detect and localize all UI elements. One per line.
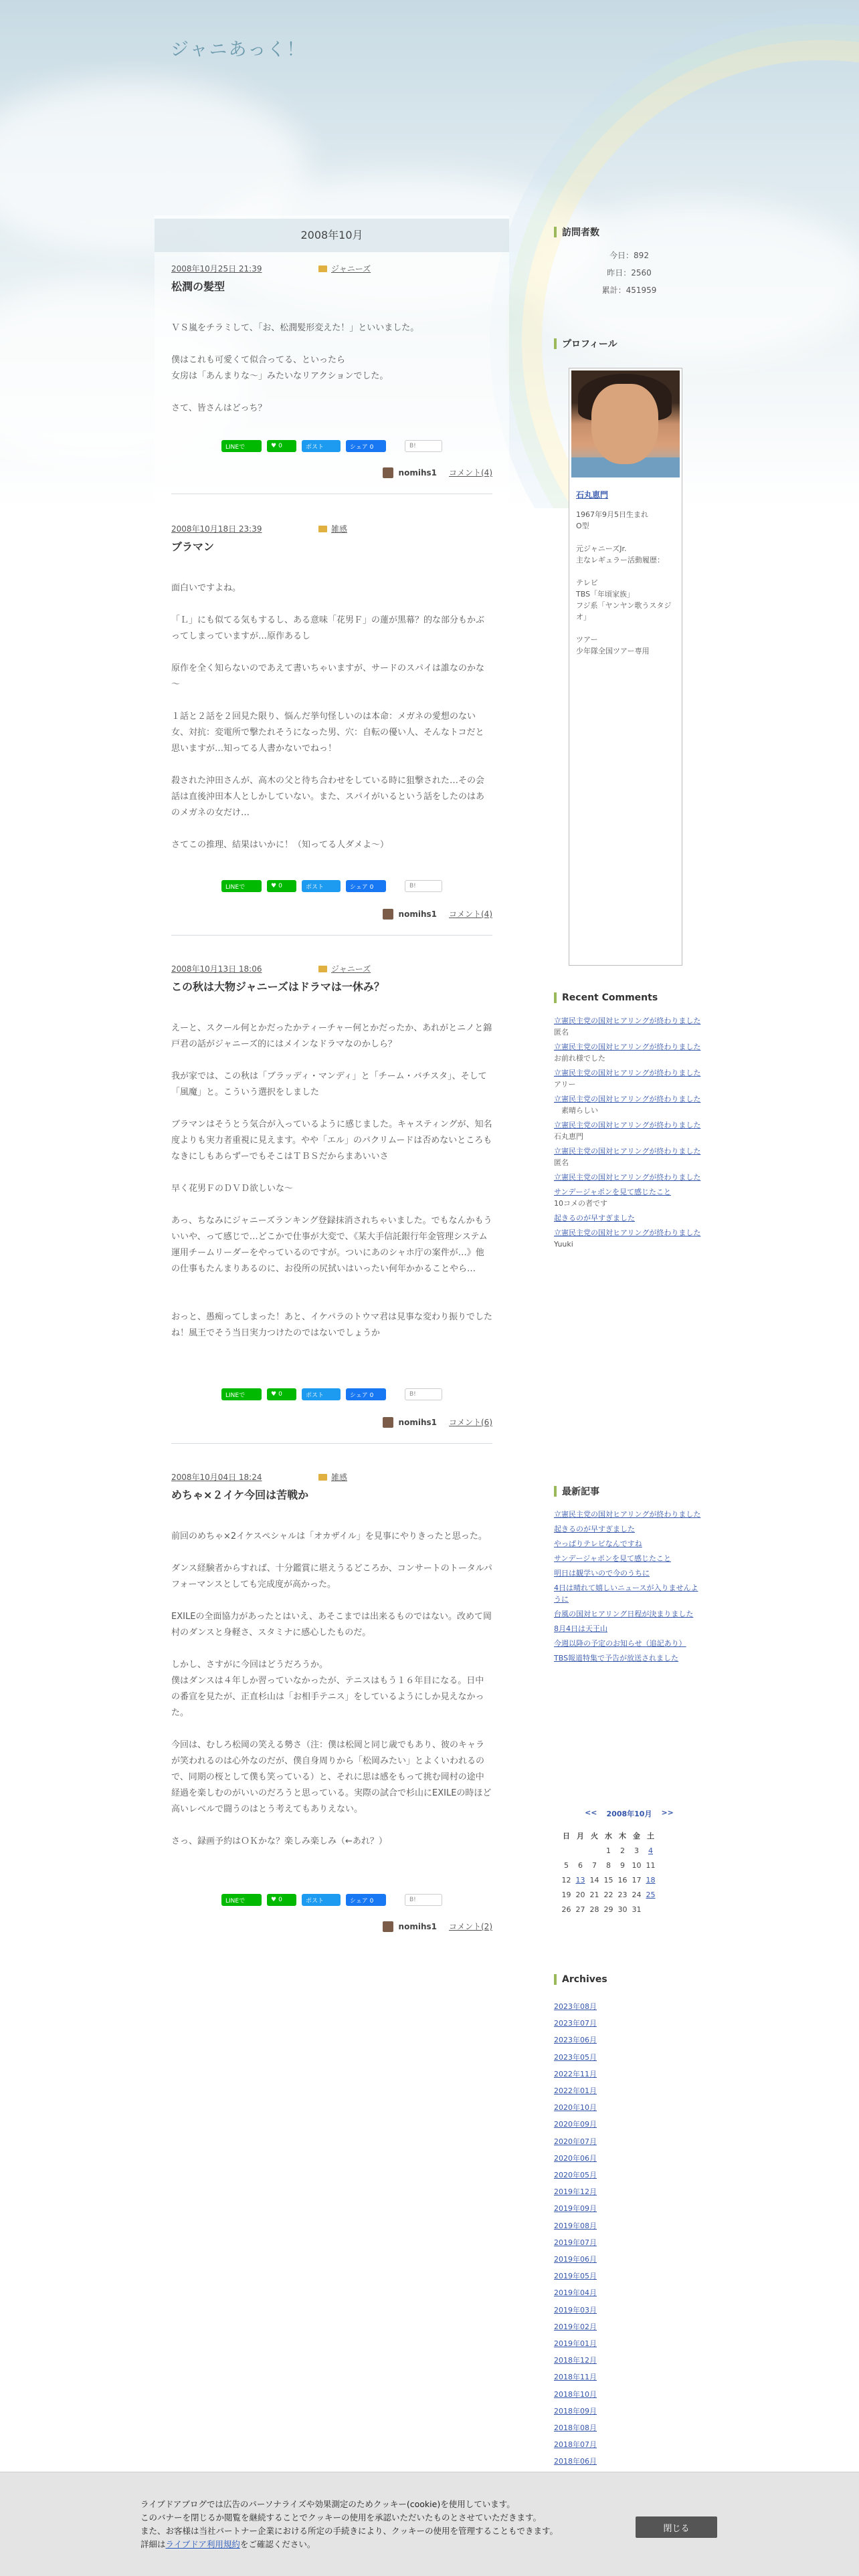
calendar-day: 7 bbox=[592, 1860, 597, 1870]
post-date[interactable]: 2008年10月18日 23:39 bbox=[171, 524, 262, 534]
recent-comment-link[interactable]: 立憲民主党の国対ヒアリングが終わりました bbox=[554, 1228, 701, 1237]
post-category[interactable]: 雑感 bbox=[331, 1473, 348, 1482]
recent-comment-link[interactable]: 立憲民主党の国対ヒアリングが終わりました bbox=[554, 1173, 701, 1182]
box-title: 最新記事 bbox=[554, 1485, 704, 1498]
share-buttons bbox=[221, 1388, 442, 1400]
tweet-button[interactable]: ポスト bbox=[302, 1388, 341, 1400]
post-date[interactable]: 2008年10月13日 18:06 bbox=[171, 964, 262, 974]
visitor-counter bbox=[554, 225, 704, 299]
latest-article-link[interactable]: TBS報道特集で予告が放送されました bbox=[554, 1654, 679, 1662]
total-count: 累計：451959 bbox=[601, 286, 657, 295]
facebook-share-button[interactable]: シェア 0 bbox=[346, 1894, 386, 1906]
archive-link[interactable]: 2018年09月 bbox=[554, 2406, 597, 2416]
folder-icon bbox=[318, 265, 327, 272]
post-title[interactable]: 松潤の髪型 bbox=[171, 280, 225, 293]
weekday-header: 火 bbox=[591, 1832, 598, 1840]
recent-comment bbox=[554, 1015, 704, 1038]
line-share-button[interactable]: LINEで bbox=[221, 880, 262, 892]
recent-comment-link[interactable]: 起きるのが早すぎました bbox=[554, 1214, 635, 1222]
blog-post bbox=[171, 1471, 492, 1850]
comments-link[interactable]: コメント(2) bbox=[449, 1922, 492, 1931]
archive-link[interactable]: 2018年06月 bbox=[554, 2457, 597, 2466]
calendar-day[interactable]: 4 bbox=[648, 1846, 653, 1855]
line-share-button[interactable]: LINEで bbox=[221, 1894, 262, 1906]
line-share-button[interactable]: LINEで bbox=[221, 440, 262, 452]
folder-icon bbox=[318, 966, 327, 972]
archive-link[interactable]: 2020年09月 bbox=[554, 2120, 597, 2129]
archive-link[interactable]: 2023年06月 bbox=[554, 2036, 597, 2045]
share-buttons bbox=[221, 440, 442, 452]
post-divider bbox=[171, 935, 492, 936]
box-title: Archives bbox=[554, 1973, 704, 1986]
today-count: 今日：892 bbox=[609, 251, 649, 260]
hatena-bookmark-button[interactable]: B! bbox=[405, 880, 442, 892]
cookie-close-button[interactable]: 閉じる bbox=[636, 2516, 717, 2538]
calendar-day bbox=[559, 1843, 573, 1858]
recent-comment-author: 匿名 bbox=[554, 1028, 569, 1037]
author-avatar bbox=[383, 1417, 393, 1428]
facebook-share-button[interactable]: シェア 0 bbox=[346, 880, 386, 892]
post-category[interactable]: 雑感 bbox=[331, 524, 348, 534]
post-title[interactable]: この秋は大物ジャニーズはドラマは一休み？ bbox=[171, 980, 385, 993]
post-category[interactable]: ジャニーズ bbox=[331, 264, 371, 274]
archive-link[interactable]: 2018年10月 bbox=[554, 2389, 597, 2399]
tweet-button[interactable]: ポスト bbox=[302, 880, 341, 892]
calendar-day: 16 bbox=[617, 1875, 628, 1885]
archive-link[interactable]: 2022年01月 bbox=[554, 2086, 597, 2096]
post-date[interactable]: 2008年10月25日 21:39 bbox=[171, 264, 262, 274]
archive-link[interactable]: 2019年04月 bbox=[554, 2288, 597, 2298]
latest-articles-box bbox=[554, 1485, 704, 1667]
author-avatar bbox=[383, 909, 393, 920]
month-header: 2008年10月 bbox=[155, 219, 509, 252]
recent-comment-link[interactable]: 立憲民主党の国対ヒアリングが終わりました bbox=[554, 1121, 701, 1130]
post-title[interactable]: めちゃ×２イケ今回は苦戦か bbox=[171, 1489, 309, 1501]
archive-link[interactable]: 2020年06月 bbox=[554, 2153, 597, 2163]
latest-article-link[interactable]: 4日は晴れて嬉しいニュースが入りませんように bbox=[554, 1584, 698, 1604]
calendar-day bbox=[573, 1843, 587, 1858]
profile-photo[interactable] bbox=[571, 370, 680, 477]
archive-link[interactable]: 2018年11月 bbox=[554, 2373, 597, 2382]
recent-comment-link[interactable]: 立憲民主党の国対ヒアリングが終わりました bbox=[554, 1095, 701, 1103]
weekday-header: 木 bbox=[619, 1832, 626, 1840]
calendar-day: 10 bbox=[632, 1860, 642, 1870]
cookie-banner bbox=[0, 2472, 859, 2576]
blog-post bbox=[171, 963, 492, 1341]
latest-article-link[interactable]: 台風の国対ヒアリング日程が決まりました bbox=[554, 1610, 694, 1618]
weekday-header: 金 bbox=[633, 1832, 640, 1840]
calendar-day: 15 bbox=[603, 1875, 613, 1885]
calendar-day: 9 bbox=[620, 1860, 625, 1870]
recent-comment bbox=[554, 1186, 704, 1209]
archive-link[interactable]: 2019年06月 bbox=[554, 2255, 597, 2264]
recent-comment-link[interactable]: 立憲民主党の国対ヒアリングが終わりました bbox=[554, 1069, 701, 1077]
recent-comments-box bbox=[554, 991, 704, 1253]
post-author bbox=[383, 908, 492, 920]
facebook-share-button[interactable]: シェア 0 bbox=[346, 1388, 386, 1400]
calendar-day: 19 bbox=[561, 1890, 571, 1899]
recent-comment bbox=[554, 1093, 704, 1116]
hatena-bookmark-button[interactable]: B! bbox=[405, 440, 442, 452]
box-title: 訪問者数 bbox=[554, 225, 704, 239]
weekday-header: 水 bbox=[605, 1832, 612, 1840]
archive-link[interactable]: 2019年12月 bbox=[554, 2187, 597, 2197]
weekday-header: 土 bbox=[647, 1832, 654, 1840]
recent-comment bbox=[554, 1212, 704, 1224]
archive-link[interactable]: 2023年08月 bbox=[554, 2002, 597, 2011]
calendar-day: 1 bbox=[606, 1846, 611, 1855]
calendar-day: 26 bbox=[561, 1905, 571, 1914]
recent-comment-link[interactable]: サンデージャポンを見て感じたこと bbox=[554, 1188, 672, 1196]
calendar-day[interactable]: 13 bbox=[575, 1875, 585, 1885]
latest-article-link[interactable]: 今週以降の予定のお知らせ（追記あり） bbox=[554, 1639, 686, 1648]
line-share-button[interactable]: LINEで bbox=[221, 1388, 262, 1400]
author-name[interactable]: nomihs1 bbox=[398, 1417, 437, 1427]
comments-link[interactable]: コメント(6) bbox=[449, 1418, 492, 1427]
author-avatar bbox=[383, 1921, 393, 1932]
recent-comment-link[interactable]: 立憲民主党の国対ヒアリングが終わりました bbox=[554, 1043, 701, 1051]
calendar-day[interactable]: 25 bbox=[646, 1890, 656, 1899]
post-author bbox=[383, 1416, 492, 1428]
recent-comment-author: お前れ様でした bbox=[554, 1054, 605, 1063]
archive-link[interactable]: 2020年05月 bbox=[554, 2171, 597, 2180]
yesterday-count: 昨日：2560 bbox=[607, 268, 652, 278]
calendar-day: 22 bbox=[603, 1890, 613, 1899]
recent-comment bbox=[554, 1227, 704, 1250]
share-buttons bbox=[221, 1894, 442, 1906]
archive-link[interactable]: 2023年07月 bbox=[554, 2019, 597, 2028]
calendar-day: 5 bbox=[564, 1860, 569, 1870]
recent-comment bbox=[554, 1146, 704, 1168]
blog-post bbox=[171, 263, 492, 417]
calendar-day: 29 bbox=[603, 1905, 613, 1914]
latest-article-link[interactable]: 起きるのが早すぎました bbox=[554, 1525, 635, 1533]
latest-article-link[interactable]: 明日は観学いので今のうちに bbox=[554, 1569, 650, 1578]
archive-link[interactable]: 2019年03月 bbox=[554, 2305, 597, 2315]
hatena-bookmark-button[interactable]: B! bbox=[405, 1894, 442, 1906]
post-divider bbox=[171, 1443, 492, 1444]
folder-icon bbox=[318, 526, 327, 532]
archives-box bbox=[554, 1973, 704, 2487]
profile-name[interactable]: 石丸恵門 bbox=[576, 490, 609, 500]
post-body: ＶＳ嵐をチラミして、「お、松潤髪形変えた！」といいました。 僕はこれも可愛くて似合ってる、といったら 女房は「あんまりな～」みたいなリアクションでした。 さて、皆さんはどっち？ bbox=[171, 323, 419, 413]
calendar-day: 30 bbox=[617, 1905, 628, 1914]
comments-link[interactable]: コメント(4) bbox=[449, 909, 492, 919]
blog-post bbox=[171, 523, 492, 853]
archive-link[interactable]: 2019年09月 bbox=[554, 2204, 597, 2214]
recent-comment bbox=[554, 1119, 704, 1142]
box-title: プロフィール bbox=[554, 337, 704, 350]
archive-link[interactable]: 2020年07月 bbox=[554, 2137, 597, 2146]
recent-comment-author: 石丸恵門 bbox=[554, 1132, 583, 1141]
archive-link[interactable]: 2019年01月 bbox=[554, 2339, 597, 2349]
folder-icon bbox=[318, 1474, 327, 1481]
calendar-day[interactable]: 18 bbox=[646, 1875, 656, 1885]
calendar-day bbox=[644, 1902, 658, 1917]
recent-comment bbox=[554, 1172, 704, 1183]
share-buttons bbox=[221, 880, 442, 892]
post-author bbox=[383, 1921, 492, 1932]
post-category[interactable]: ジャニーズ bbox=[331, 964, 371, 974]
recent-comment bbox=[554, 1067, 704, 1090]
recent-comment-author: 10コメの者です bbox=[554, 1199, 607, 1208]
recent-comment-author: Yuuki bbox=[554, 1240, 573, 1249]
calendar-table bbox=[559, 1828, 658, 1917]
calendar-day: 14 bbox=[589, 1875, 599, 1885]
recent-comment-author: 匿名 bbox=[554, 1158, 569, 1167]
archive-link[interactable]: 2018年08月 bbox=[554, 2424, 597, 2433]
calendar-next[interactable]: >> bbox=[661, 1808, 674, 1817]
tweet-button[interactable]: ポスト bbox=[302, 1894, 341, 1906]
archive-link[interactable]: 2019年05月 bbox=[554, 2272, 597, 2281]
calendar-day: 23 bbox=[617, 1890, 628, 1899]
recent-comment-author: アリー bbox=[554, 1080, 576, 1089]
recent-comment-link[interactable]: 立憲民主党の国対ヒアリングが終わりました bbox=[554, 1016, 701, 1025]
latest-article-link[interactable]: やっぱりテレビなんですね bbox=[554, 1539, 642, 1548]
author-name[interactable]: nomihs1 bbox=[398, 467, 437, 477]
post-title[interactable]: ブラマン bbox=[171, 540, 215, 553]
box-title: Recent Comments bbox=[554, 991, 704, 1004]
archive-link[interactable]: 2022年11月 bbox=[554, 2069, 597, 2078]
facebook-share-button[interactable]: シェア 0 bbox=[346, 440, 386, 452]
calendar-day: 20 bbox=[575, 1890, 585, 1899]
post-body: 面白いですよね。 「Ｌ」にも似てる気もするし、ある意味「花男Ｆ」の蓮が黒幕？的な部分もかぶってしまっていますが…原作あるし 原作を全く知らないのであえて書いちゃいますが、サードのスパイは誰なのかな～ １話と２話を２回見た限り、悩んだ挙句怪しいのは本命：メガネの愛想のない女、対抗：変電所で撃たれそうになった男、穴：自転の優い人、そんなトコだと思いますが…知ってる人書かないでねっ！ 殺された沖田さんが、高木の父と待ち合わせをしている時に狙撃された…その会話は直後沖田本人としかしていない。また、スパイがいるという話をしたのはあのメガネの女だけ… さてこの推理、結果はいかに！（知ってる人ダメよ～） bbox=[171, 583, 485, 850]
calendar-day: 24 bbox=[632, 1890, 642, 1899]
latest-article-link[interactable]: 立憲民主党の国対ヒアリングが終わりました bbox=[554, 1510, 701, 1519]
calendar-day: 21 bbox=[589, 1890, 599, 1899]
profile-box bbox=[554, 337, 704, 655]
archive-link[interactable]: 2019年08月 bbox=[554, 2221, 597, 2230]
post-body: えーと、スクール何とかだったかティーチャー何とかだったか、あれがとニノと錦戸君の話がジャニーズ的にはメインなドラマなのかしら？ 我が家では、この秋は「ブラッディ・マンディ」と「チーム・バチスタ」、そして「風魔」と。こういう選択をしました ブラマンはそうとう気合が入っているように感じました。キャスティングが、知名度よりも実力者重視に見えます。やや「エル」のパクリムードは否めないところもなきにしもあらずーでもそこはＴＢＳだからまあいいさ 早く花男ＦのＤＶＤ欲しいな～ あっ、ちなみにジャニーズランキング登録抹消されちゃいました。でもなんかもういいや、って感じで…どこかで仕事が大変で、《某大手信託銀行年金管理システム運用チームリーダーをやっているのですが。ついにあのシャホ庁の案件が…》他の仕事もたんまりあるのに、お役所の尻拭いはいったい何年かかることやら… おっと、愚痴ってしまった！あと、イケパラのトウマ君は見事な変わり振りでしたね！風王でそう当日実力つけたのではないでしょうか bbox=[171, 1023, 492, 1338]
line-like-button[interactable]: ♥ 0 bbox=[267, 1388, 296, 1400]
latest-article-link[interactable]: 8月4日は天王山 bbox=[554, 1624, 607, 1633]
calendar-day: 27 bbox=[575, 1905, 585, 1914]
calendar-day: 2 bbox=[620, 1846, 625, 1855]
terms-link[interactable]: ライブドア利用規約 bbox=[165, 2539, 240, 2549]
archive-link[interactable]: 2020年10月 bbox=[554, 2103, 597, 2113]
calendar-day: 17 bbox=[632, 1875, 642, 1885]
latest-article-link[interactable]: サンデージャポンを見て感じたこと bbox=[554, 1554, 672, 1563]
hatena-bookmark-button[interactable]: B! bbox=[405, 1388, 442, 1400]
post-body: 前回のめちゃ×2イケスペシャルは「オカザイル」を見事にやりきったと思った。 ダンス経験者からすれば、十分鑑賞に堪えうるどころか、コンサートのトータルパフォーマンスとしても完成度が高かった。 EXILEの全面協力があったとはいえ、あそこまでは出来るものではない。改めて岡村のダンスと身軽さ、スタミナに感心したものだ。 しかし、さすがに今回はどうだろうか。 僕はダンスは４年しか習っていなかったが、テニスはもう１６年目になる。日中の番宣を見たが、正直杉山は「お相手テニス」をしているようにしか見えなかった。 今回は、むしろ松岡の笑える勢さ（注：僕は松岡と同じ歳でもあり、彼のキャラが笑われるのは心外なのだが、僕自身周りから「松岡みたい」とよくいわれるので、同期の桜として僕も笑っている）と、それに思は感をもって挑む岡村の途中経過を楽しむのがいいのだろうと思っている。実際の試合で杉山にEXILEの時ほど高いレベルで闘うのはとう考えてもありえない。 さっ、録画予約はＯＫかな？楽しみ楽しみ（←あれ？） bbox=[171, 1531, 492, 1846]
line-like-button[interactable]: ♥ 0 bbox=[267, 880, 296, 892]
calendar-box bbox=[554, 1795, 704, 1917]
profile-info: 1967年9月5日生まれ O型 元ジャニーズJr. 主なレギュラー活動履歴： テレビ TBS「年頃家族」 フジ系「ヤンヤン歌うスタジオ」 ツアー 少年隊全国ツアー専用 bbox=[576, 510, 672, 655]
calendar-prev[interactable]: << bbox=[585, 1808, 597, 1817]
recent-comment bbox=[554, 1041, 704, 1064]
calendar-day: 11 bbox=[646, 1860, 656, 1870]
recent-comment-author: 素晴らしい bbox=[554, 1106, 598, 1115]
archive-link[interactable]: 2018年07月 bbox=[554, 2440, 597, 2450]
calendar-month: 2008年10月 bbox=[606, 1810, 652, 1818]
comments-link[interactable]: コメント(4) bbox=[449, 468, 492, 477]
calendar-day: 6 bbox=[578, 1860, 583, 1870]
archive-link[interactable]: 2018年12月 bbox=[554, 2356, 597, 2365]
calendar-day: 8 bbox=[606, 1860, 611, 1870]
weekday-header: 日 bbox=[563, 1832, 570, 1840]
calendar-day: 31 bbox=[632, 1905, 642, 1914]
recent-comment-link[interactable]: 立憲民主党の国対ヒアリングが終わりました bbox=[554, 1147, 701, 1156]
author-name[interactable]: nomihs1 bbox=[398, 1921, 437, 1931]
calendar-day bbox=[587, 1843, 601, 1858]
site-title[interactable]: ジャニあっく！ bbox=[171, 39, 306, 60]
line-like-button[interactable]: ♥ 0 bbox=[267, 1894, 296, 1906]
calendar-day: 3 bbox=[634, 1846, 639, 1855]
archive-link[interactable]: 2019年07月 bbox=[554, 2238, 597, 2247]
archive-link[interactable]: 2019年02月 bbox=[554, 2322, 597, 2331]
archive-link[interactable]: 2023年05月 bbox=[554, 2052, 597, 2062]
line-like-button[interactable]: ♥ 0 bbox=[267, 440, 296, 452]
cookie-text: ライブドアブログでは広告のパーソナライズや効果測定のためクッキー(cookie)を使用しています。 このバナーを閉じるか閲覧を継続することでクッキーの使用を承認いただいたものとさせていただきます。 また、お客様は当社パートナー企業における所定の手続きにより、クッキーの使用を管理することもできます。 詳細はライブドア利用規約をご確認ください。 bbox=[140, 2499, 559, 2549]
post-date[interactable]: 2008年10月04日 18:24 bbox=[171, 1473, 262, 1482]
weekday-header: 月 bbox=[577, 1832, 584, 1840]
author-avatar bbox=[383, 467, 393, 478]
author-name[interactable]: nomihs1 bbox=[398, 909, 437, 919]
main-column bbox=[155, 215, 509, 2543]
post-author bbox=[383, 467, 492, 478]
tweet-button[interactable]: ポスト bbox=[302, 440, 341, 452]
calendar-day: 12 bbox=[561, 1875, 571, 1885]
calendar-day: 28 bbox=[589, 1905, 599, 1914]
